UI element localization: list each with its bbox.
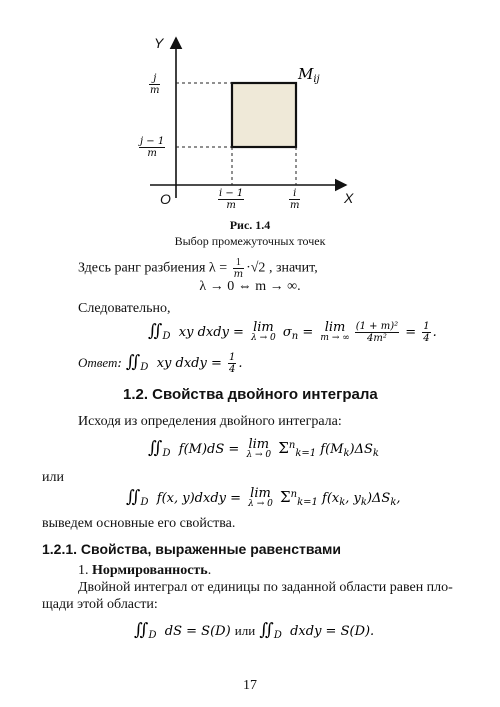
- x-tick-right: $\frac{i}{m}$: [290, 188, 300, 211]
- answer-label: Ответ: [78, 355, 118, 370]
- y-tick-upper: $\frac{j}{m}$: [150, 73, 160, 96]
- figure-caption-text: Выбор промежуточных точек: [174, 234, 326, 248]
- quarter-fraction: $\frac{1}{4}$: [423, 321, 430, 344]
- y-tick-lower: $\frac{j - 1}{m}$: [140, 136, 165, 159]
- rank-sqrt: ·√2: [246, 260, 266, 276]
- rank-lambda: λ =: [208, 260, 231, 276]
- definition-intro: Исходя из определения двойного интеграла:: [78, 414, 342, 429]
- item-text-line2: щади этой области:: [42, 597, 158, 612]
- origin-label: O: [160, 191, 171, 207]
- partition-figure: [0, 0, 500, 240]
- rank-suffix: , значит,: [265, 260, 318, 276]
- x-axis-label: X: [344, 190, 354, 206]
- or-word: или: [42, 470, 64, 485]
- definition-formula-1: $∬_D$ f(M)dS = lim λ → 0 $\Sigma^n_{k=1}$ $f(M_k)\Delta S_k$: [148, 437, 379, 460]
- partition-square: [232, 83, 296, 147]
- item-number: 1: [78, 563, 85, 578]
- x-tick-left: $\frac{i - 1}{m}$: [219, 188, 244, 211]
- page-number: 17: [243, 678, 257, 693]
- properties-intro: выведем основные его свойства.: [42, 516, 236, 531]
- y-axis-label: Y: [154, 35, 164, 51]
- consequently-text: Следовательно,: [78, 301, 171, 316]
- rank-prefix: Здесь ранг разбиения: [78, 260, 209, 276]
- definition-formula-2: $∬_D$ f(x, y)dxdy = lim λ → 0 $\Sigma^n_{k=1}$ $f(x_k$, $y_k)\Delta S_k$,: [126, 486, 401, 509]
- item-text-line1: Двойной интеграл от единицы по заданной области равен пло-: [78, 580, 453, 595]
- answer-line: Ответ: $∬_D$ xy dxdy = $\frac{1}{4}$ .: [78, 352, 243, 375]
- rank-fraction: $\frac{1}{m}$: [233, 257, 244, 280]
- rank-paragraph: [78, 257, 318, 280]
- limit-equivalence: λ → 0 ⇔ m → ∞.: [199, 279, 301, 294]
- result-fraction: $\frac{\text{(1 + m)²}}{\text{4m²}}$: [355, 321, 399, 344]
- subsection-title: 1.2.1. Свойства, выраженные равенствами: [42, 541, 342, 557]
- point-label: $M_{ij}$: [298, 65, 320, 85]
- figure-caption-number: Рис. 1.4: [229, 218, 271, 232]
- section-title: 1.2. Свойства двойного интеграла: [123, 386, 378, 403]
- normalization-formula: $∬_D$ dS = S(D) или $∬_D$ dxdy = S(D).: [134, 620, 375, 641]
- answer-fraction: $\frac{1}{4}$: [229, 352, 236, 375]
- result-formula: $∬_D$ xy dxdy = lim λ → 0 $\sigma_n = \lim$ m → ∞ $\frac{\text{(1 + m)²}}{\text{4m²}}$ = $\frac{1}{4}$ .: [148, 320, 437, 344]
- item-title: Нормированность: [92, 563, 208, 578]
- item-heading: 1. Нормированность.: [78, 563, 212, 578]
